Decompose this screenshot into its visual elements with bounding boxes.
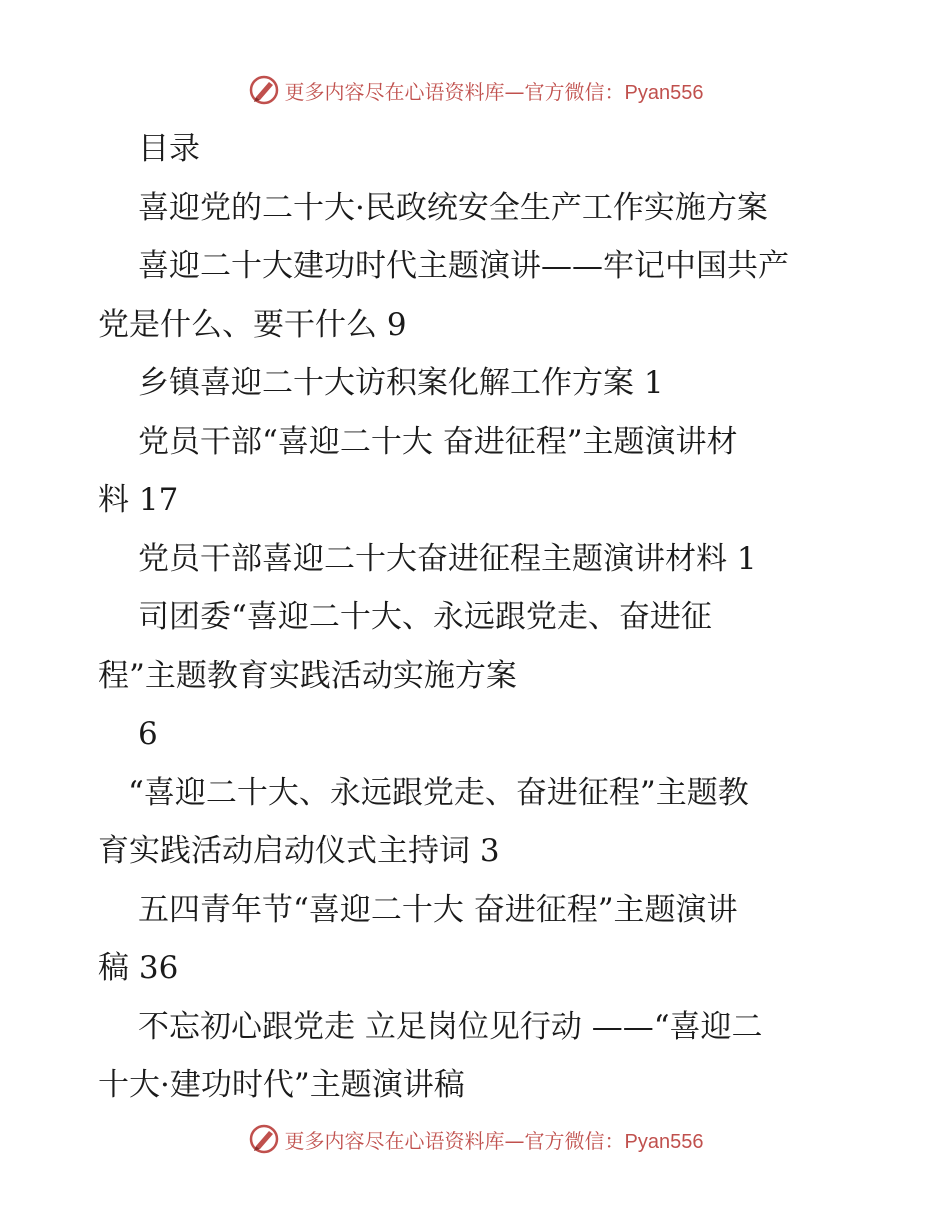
toc-line: 喜迎二十大建功时代主题演讲——牢记中国共产 [138, 248, 789, 284]
header-wechat-id: Pyan556 [624, 81, 704, 104]
toc-title: 目录 [138, 131, 200, 167]
pen-logo-icon [247, 73, 281, 107]
toc-line: “喜迎二十大、永远跟党走、奋进征程”主题教 [128, 774, 749, 811]
toc-line: 党员干部喜迎二十大奋进征程主题演讲材料 1 [138, 540, 757, 577]
toc-line: 稿 36 [98, 950, 179, 986]
header-banner [0, 70, 950, 110]
footer-banner-text: 更多内容尽在心语资料库—官方微信：Pyan556 [284, 1128, 704, 1153]
toc-line: 程”主题教育实践活动实施方案 [98, 657, 517, 694]
toc-line: 育实践活动启动仪式主持词 3 [98, 833, 500, 869]
toc-line: 十大·建功时代”主题演讲稿 [98, 1067, 465, 1103]
footer-wechat-id: Pyan556 [624, 1130, 704, 1153]
toc-line: 不忘初心跟党走 立足岗位见行动 ——“喜迎二 [138, 1008, 763, 1045]
toc-content [98, 120, 858, 1115]
toc-line: 6 [138, 716, 158, 752]
toc-line: 料 17 [98, 482, 179, 518]
pen-logo-icon [247, 1122, 281, 1156]
footer-banner [0, 1119, 950, 1159]
toc-line: 乡镇喜迎二十大访积案化解工作方案 1 [138, 365, 664, 401]
header-banner-text: 更多内容尽在心语资料库—官方微信：Pyan556 [284, 79, 704, 104]
toc-line: 司团委“喜迎二十大、永远跟党走、奋进征 [138, 599, 712, 635]
toc-line: 五四青年节“喜迎二十大 奋进征程”主题演讲 [138, 891, 738, 928]
toc-line: 喜迎党的二十大·民政统安全生产工作实施方案 [138, 189, 768, 226]
toc-line: 党员干部“喜迎二十大 奋进征程”主题演讲材 [138, 423, 738, 460]
toc-line: 党是什么、要干什么 9 [98, 306, 407, 343]
